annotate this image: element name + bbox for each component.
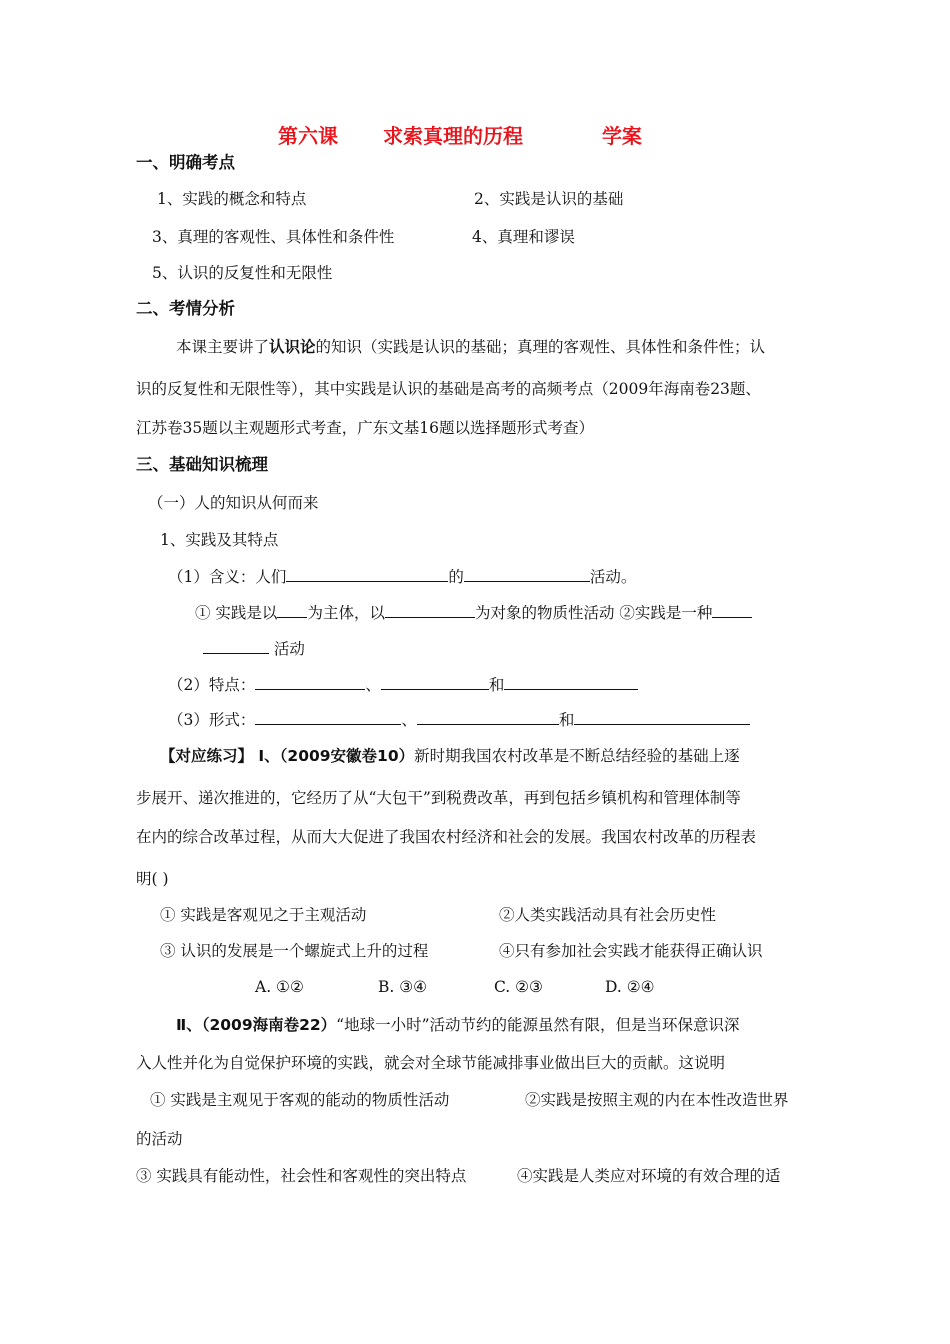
option-2: ②实践是按照主观的内在本性改造世界	[525, 1091, 789, 1109]
label-text: 的	[448, 568, 464, 586]
label-text: 、	[365, 676, 381, 694]
fill-blank[interactable]	[286, 565, 448, 582]
exercise-label: Ⅱ、（2009海南卷22）	[176, 1016, 337, 1034]
subheading: 1、实践及其特点	[160, 531, 279, 549]
label-text: 活动	[269, 640, 305, 658]
section-heading-1: 一、明确考点	[136, 153, 235, 172]
fill-blank[interactable]	[255, 673, 365, 690]
option-3: ③ 认识的发展是一个螺旋式上升的过程	[160, 942, 429, 960]
label-text: （1）含义：人们	[168, 568, 287, 586]
analysis-text: 的知识（实践是认识的基础；真理的客观性、具体性和条件性；认	[315, 338, 766, 356]
label-text: 和	[558, 711, 575, 729]
fill-blank[interactable]	[203, 637, 269, 654]
fill-blank[interactable]	[277, 601, 307, 618]
exercise-label: 【对应练习】 Ⅰ、（2009安徽卷10）	[160, 747, 415, 765]
option-2-continued: 的活动	[136, 1130, 183, 1148]
exercise-2-line-2: 入人性并化为自觉保护环境的实践，就会对全球节能减排事业做出巨大的贡献。这说明	[136, 1054, 726, 1072]
label-text: 和	[488, 676, 505, 694]
option-4: ④只有参加社会实践才能获得正确认识	[499, 942, 763, 960]
title-lesson: 第六课	[278, 124, 338, 148]
fill-blank[interactable]	[385, 601, 475, 618]
exercise-1-line-3: 在内的综合改革过程，从而大大促进了我国农村经济和社会的发展。我国农村改革的历程表	[136, 828, 757, 846]
section-heading-3: 三、基础知识梳理	[136, 455, 268, 474]
note-line-continued	[203, 637, 305, 660]
exam-point-4: 4、真理和谬误	[472, 228, 575, 246]
section-heading-2: 二、考情分析	[136, 299, 235, 318]
option-3: ③ 实践具有能动性，社会性和客观性的突出特点	[136, 1167, 467, 1185]
analysis-text: 本课主要讲了	[176, 338, 270, 356]
label-text: 为主体，以	[307, 604, 385, 622]
label-text: ① 实践是以	[195, 604, 278, 622]
title-suffix: 学案	[601, 124, 642, 148]
exercise-2-line-1	[176, 1014, 740, 1036]
note-line	[195, 601, 752, 624]
fill-blank[interactable]	[574, 708, 750, 725]
fill-blank[interactable]	[464, 565, 590, 582]
option-1: ① 实践是客观见之于主观活动	[160, 906, 367, 924]
features-line	[168, 673, 638, 696]
option-4: ④实践是人类应对环境的有效合理的适	[517, 1167, 781, 1185]
analysis-line-2: 识的反复性和无限性等），其中实践是认识的基础是高考的高频考点（2009年海南卷23题、	[136, 380, 761, 398]
fill-blank[interactable]	[417, 708, 559, 725]
exercise-1-line-4: 明( )	[136, 870, 169, 888]
exercise-text: 新时期我国农村改革是不断总结经验的基础上逐	[414, 747, 740, 765]
fill-blank[interactable]	[381, 673, 489, 690]
option-1: ① 实践是主观见于客观的能动的物质性活动	[150, 1091, 450, 1109]
choice-c[interactable]: C. ②③	[494, 978, 543, 996]
label-text: （3）形式：	[168, 711, 256, 729]
exam-point-3: 3、真理的客观性、具体性和条件性	[152, 228, 395, 246]
exam-point-2: 2、实践是认识的基础	[474, 190, 624, 208]
analysis-emphasis: 认识论	[269, 338, 316, 356]
choice-b[interactable]: B. ③④	[378, 978, 428, 996]
subheading: （一）人的知识从何而来	[148, 494, 319, 512]
fill-blank[interactable]	[255, 708, 401, 725]
exercise-1-line-2: 步展开、递次推进的，它经历了从“大包干”到税费改革，再到包括乡镇机构和管理体制等	[136, 789, 741, 807]
exercise-1-line-1	[160, 745, 740, 767]
exercise-text: “地球一小时”活动节约的能源虽然有限，但是当环保意识深	[336, 1016, 740, 1034]
exam-point-5: 5、认识的反复性和无限性	[152, 264, 333, 282]
definition-line	[168, 565, 636, 588]
analysis-line-3: 江苏卷35题以主观题形式考查，广东文基16题以选择题形式考查）	[136, 419, 594, 437]
fill-blank[interactable]	[712, 601, 752, 618]
forms-line	[168, 708, 750, 731]
label-text: （2）特点：	[168, 676, 256, 694]
label-text: 、	[401, 711, 417, 729]
page-title	[278, 125, 642, 147]
choice-a[interactable]: A. ①②	[255, 978, 304, 996]
option-2: ②人类实践活动具有社会历史性	[499, 906, 717, 924]
label-text: 活动。	[589, 568, 637, 586]
fill-blank[interactable]	[504, 673, 638, 690]
analysis-line-1	[176, 336, 765, 358]
choice-d[interactable]: D. ②④	[605, 978, 655, 996]
exam-point-1: 1、实践的概念和特点	[157, 190, 307, 208]
title-topic: 求索真理的历程	[382, 124, 523, 148]
label-text: 为对象的物质性活动 ②实践是一种	[474, 604, 713, 622]
